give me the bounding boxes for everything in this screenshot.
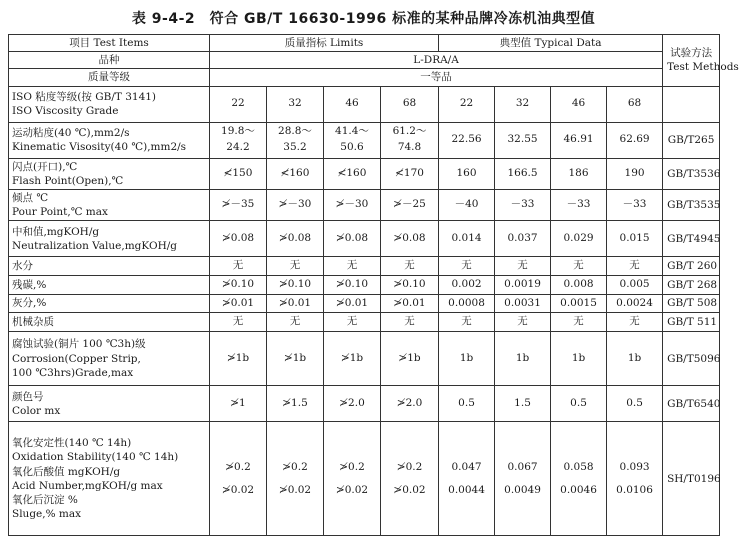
typical-cell xyxy=(495,275,551,294)
typical-cell xyxy=(607,122,663,158)
limit-cell-line: 无 xyxy=(346,259,358,272)
limit-cell-line: ≯0.01 xyxy=(221,296,255,309)
limit-cell xyxy=(210,386,267,422)
typical-cell xyxy=(607,86,663,122)
limit-cell-line: ≯0.08 xyxy=(393,231,426,244)
typical-cell xyxy=(551,332,607,386)
limit-cell xyxy=(210,275,267,294)
typical-cell-line: 0.029 xyxy=(563,231,594,244)
header-item: 项目 Test Items xyxy=(9,35,210,52)
limit-cell-line: ≯0.10 xyxy=(335,277,369,290)
table-row xyxy=(9,189,720,220)
limit-cell xyxy=(324,275,381,294)
limit-cell xyxy=(210,257,267,276)
limit-cell-line: 22 xyxy=(231,97,245,110)
limit-cell-line: ≯0.08 xyxy=(221,231,255,244)
typical-cell-line: 无 xyxy=(461,315,472,328)
limit-cell-line: ≯0.2 xyxy=(225,460,251,473)
test-method-cell: GB/T 268 xyxy=(663,275,720,294)
test-method-cell: GB/T3535 xyxy=(663,189,720,220)
test-method-cell: GB/T265 xyxy=(663,122,720,158)
limit-cell xyxy=(267,122,324,158)
test-item-cell-line: Sluge,% max xyxy=(12,508,82,521)
test-item-cell-line: Flash Point(Open),℃ xyxy=(12,174,124,187)
test-item-cell-line: 氧化后酸值 mgKOH/g xyxy=(12,465,121,478)
table-row xyxy=(9,158,720,189)
limit-cell-line: ≯1b xyxy=(283,351,307,364)
limit-cell xyxy=(267,294,324,313)
typical-cell-line: 46.91 xyxy=(563,133,594,146)
typical-cell-line: 0.5 xyxy=(570,396,587,409)
limit-cell-line: 无 xyxy=(289,315,301,328)
typical-cell xyxy=(551,313,607,332)
test-method-cell: SH/T0196 xyxy=(663,422,720,536)
typical-cell-line: 0.0031 xyxy=(504,296,541,309)
limit-cell xyxy=(267,275,324,294)
limit-cell xyxy=(324,332,381,386)
table-row xyxy=(9,275,720,294)
test-item-cell-line: 氧化安定性(140 ℃ 14h) xyxy=(12,437,132,450)
limit-cell-line: ≯－25 xyxy=(393,198,426,211)
typical-cell-line: 0.015 xyxy=(619,231,650,244)
typical-cell-line: 0.0044 xyxy=(448,484,485,497)
test-item-cell xyxy=(9,158,210,189)
limit-cell-line: ≯0.08 xyxy=(278,231,312,244)
typical-cell-line: 1b xyxy=(571,351,586,364)
typical-cell xyxy=(495,189,551,220)
typical-cell xyxy=(607,386,663,422)
typical-cell-line: 186 xyxy=(568,166,589,179)
typical-cell xyxy=(607,221,663,257)
test-item-cell-line: Color mx xyxy=(12,404,61,417)
typical-cell xyxy=(439,189,495,220)
typical-cell xyxy=(495,86,551,122)
test-method-cell: GB/T 511 xyxy=(663,313,720,332)
typical-cell-line: 无 xyxy=(461,259,472,272)
table-row xyxy=(9,332,720,386)
limit-cell-line: ≯0.2 xyxy=(282,460,308,473)
limit-cell-line: ≯0.02 xyxy=(278,484,312,497)
limit-cell xyxy=(267,189,324,220)
test-item-cell-line: 灰分,% xyxy=(12,297,47,310)
limit-cell xyxy=(267,221,324,257)
table-row xyxy=(9,257,720,276)
limit-cell xyxy=(324,122,381,158)
header-method xyxy=(663,35,739,87)
typical-cell xyxy=(495,122,551,158)
test-item-cell xyxy=(9,122,210,158)
limit-cell-line: ≮150 xyxy=(223,166,253,179)
typical-cell-line: 无 xyxy=(629,315,640,328)
limit-cell xyxy=(210,221,267,257)
limit-cell-line: ≯0.08 xyxy=(335,231,369,244)
typical-cell xyxy=(551,158,607,189)
typical-cell xyxy=(495,386,551,422)
limit-cell xyxy=(324,221,381,257)
limit-cell-line: ≯2.0 xyxy=(339,396,365,409)
limit-cell xyxy=(381,257,439,276)
test-item-cell-line: 腐蚀试验(铜片 100 ℃3h)级 xyxy=(12,338,146,351)
limit-cell xyxy=(210,332,267,386)
limit-cell xyxy=(324,294,381,313)
typical-cell-line: 160 xyxy=(456,166,477,179)
test-item-cell-line: 100 ℃3hrs)Grade,max xyxy=(12,366,134,379)
typical-cell xyxy=(439,294,495,313)
typical-cell-line: 22 xyxy=(459,97,474,110)
test-item-cell-line: Neutralization Value,mgKOH/g xyxy=(12,239,177,252)
limit-cell-line: 50.6 xyxy=(340,141,364,154)
limit-cell-line: ≯0.2 xyxy=(339,460,365,473)
typical-cell-line: 0.002 xyxy=(451,277,482,290)
typical-cell-line: －40 xyxy=(454,198,479,211)
grade-label: 质量等级 xyxy=(9,69,210,86)
test-item-cell-line: 氧化后沉淀 % xyxy=(12,493,78,506)
typical-cell xyxy=(495,257,551,276)
test-item-cell xyxy=(9,313,210,332)
typical-cell-line: 1b xyxy=(627,351,642,364)
typical-cell-line: 无 xyxy=(517,315,528,328)
variety-row xyxy=(9,52,720,69)
typical-cell xyxy=(551,294,607,313)
typical-cell xyxy=(495,158,551,189)
typical-cell xyxy=(495,221,551,257)
header-typical: 典型值 Typical Data xyxy=(439,35,663,52)
test-item-cell-line: ISO 粘度等级(按 GB/T 3141) xyxy=(12,90,157,103)
test-item-cell xyxy=(9,386,210,422)
limit-cell xyxy=(381,86,439,122)
limit-cell-line: ≯1b xyxy=(398,351,421,364)
test-item-cell-line: Acid Number,mgKOH/g max xyxy=(12,479,163,492)
typical-cell xyxy=(607,294,663,313)
limit-cell xyxy=(324,257,381,276)
typical-cell xyxy=(495,313,551,332)
typical-cell xyxy=(607,189,663,220)
typical-cell xyxy=(551,275,607,294)
test-item-cell-line: 倾点 ℃ xyxy=(12,191,49,204)
limit-cell xyxy=(210,294,267,313)
typical-cell xyxy=(439,86,495,122)
typical-cell-line: 22.56 xyxy=(451,133,482,146)
test-item-cell-line: 机械杂质 xyxy=(12,316,54,329)
typical-cell-line: 1b xyxy=(459,351,474,364)
limit-cell-line: ≯0.01 xyxy=(335,296,369,309)
typical-cell xyxy=(607,158,663,189)
test-item-cell-line: 中和值,mgKOH/g xyxy=(12,225,100,238)
test-item-cell xyxy=(9,221,210,257)
limit-cell xyxy=(381,122,439,158)
grade-value: 一等品 xyxy=(210,69,663,86)
limit-cell-line: ≮160 xyxy=(280,166,310,179)
test-item-cell-line: Corrosion(Copper Strip, xyxy=(12,352,141,365)
typical-cell xyxy=(495,332,551,386)
test-item-cell xyxy=(9,86,210,122)
typical-cell-line: 无 xyxy=(573,259,584,272)
limit-cell xyxy=(381,158,439,189)
typical-cell xyxy=(439,158,495,189)
typical-cell xyxy=(607,257,663,276)
test-item-cell-line: 颜色号 xyxy=(12,390,44,403)
limit-cell xyxy=(267,386,324,422)
typical-cell-line: 46 xyxy=(571,97,586,110)
limit-cell xyxy=(210,189,267,220)
typical-cell-line: 0.0008 xyxy=(448,296,485,309)
grade-row xyxy=(9,69,720,86)
limit-cell-line: ≯0.02 xyxy=(393,484,426,497)
limit-cell-line: 24.2 xyxy=(226,141,250,154)
limit-cell xyxy=(381,332,439,386)
typical-cell xyxy=(439,386,495,422)
limit-cell-line: ≯－30 xyxy=(335,198,369,211)
limit-cell-line: ≯0.01 xyxy=(393,296,426,309)
limit-cell-line: 28.8～ xyxy=(278,125,312,138)
typical-cell-line: 0.0019 xyxy=(504,277,541,290)
test-method-cell: GB/T5096 xyxy=(663,332,720,386)
limit-cell-line: ≮170 xyxy=(395,166,424,179)
limit-cell xyxy=(267,422,324,536)
limit-cell-line: 61.2～ xyxy=(392,125,427,138)
typical-cell xyxy=(439,313,495,332)
typical-cell-line: 62.69 xyxy=(619,133,650,146)
typical-cell-line: －33 xyxy=(566,198,591,211)
typical-cell xyxy=(607,332,663,386)
typical-cell-line: 0.5 xyxy=(458,396,475,409)
limit-cell-line: ≯－30 xyxy=(278,198,312,211)
test-method-cell: GB/T4945 xyxy=(663,221,720,257)
limit-cell-line: 74.8 xyxy=(397,141,422,154)
test-method-cell: GB/T6540 xyxy=(663,386,720,422)
limit-cell-line: ≯－35 xyxy=(221,198,255,211)
typical-cell-line: 0.093 xyxy=(619,460,650,473)
limit-cell xyxy=(381,294,439,313)
limit-cell xyxy=(381,386,439,422)
typical-cell-line: 0.5 xyxy=(626,396,643,409)
limit-cell-line: 19.8～ xyxy=(221,125,255,138)
limit-cell-line: 无 xyxy=(404,259,415,272)
typical-cell xyxy=(439,275,495,294)
test-item-cell xyxy=(9,257,210,276)
limit-cell-line: ≯0.02 xyxy=(335,484,369,497)
limit-cell xyxy=(210,422,267,536)
limit-cell-line: 无 xyxy=(289,259,301,272)
typical-cell-line: 0.067 xyxy=(507,460,538,473)
test-item-cell xyxy=(9,275,210,294)
typical-cell-line: 190 xyxy=(624,166,645,179)
typical-cell xyxy=(439,422,495,536)
typical-cell-line: 0.005 xyxy=(619,277,650,290)
typical-cell-line: －33 xyxy=(510,198,535,211)
typical-cell-line: －33 xyxy=(622,198,647,211)
limit-cell xyxy=(324,386,381,422)
typical-cell-line: 1b xyxy=(515,351,530,364)
table-row xyxy=(9,386,720,422)
limit-cell xyxy=(267,332,324,386)
test-item-cell-line: 水分 xyxy=(12,259,33,272)
limit-cell-line: 无 xyxy=(404,315,415,328)
typical-cell xyxy=(551,86,607,122)
variety-value: L-DRA/A xyxy=(210,52,663,69)
limit-cell-line: 41.4～ xyxy=(335,125,369,138)
limit-cell xyxy=(324,313,381,332)
typical-cell-line: 0.058 xyxy=(563,460,594,473)
test-item-cell-line: 运动粘度(40 ℃),mm2/s xyxy=(12,126,130,139)
test-method-cell: GB/T 260 xyxy=(663,257,720,276)
typical-cell xyxy=(551,386,607,422)
table-row xyxy=(9,422,720,536)
limit-cell xyxy=(267,313,324,332)
table-title: 表 9-4-2 符合 GB/T 16630-1996 标准的某种品牌冷冻机油典型值 xyxy=(131,11,596,27)
limit-cell xyxy=(267,86,324,122)
limit-cell-line: 无 xyxy=(346,315,358,328)
limit-cell xyxy=(324,422,381,536)
test-method-cell: GB/T3536 xyxy=(663,158,720,189)
table-row xyxy=(9,122,720,158)
typical-cell xyxy=(439,122,495,158)
table-row xyxy=(9,86,720,122)
test-item-cell-line: Pour Point,℃ max xyxy=(12,206,108,219)
typical-cell xyxy=(551,422,607,536)
test-item-cell-line: 闪点(开口),℃ xyxy=(12,160,78,173)
typical-cell-line: 0.037 xyxy=(507,231,538,244)
limit-cell xyxy=(381,221,439,257)
limit-cell-line: ≯0.10 xyxy=(393,277,426,290)
typical-cell xyxy=(439,257,495,276)
limit-cell xyxy=(267,257,324,276)
limit-cell-line: 68 xyxy=(402,97,417,110)
typical-cell xyxy=(495,422,551,536)
limit-cell-line: ≯0.2 xyxy=(396,460,423,473)
typical-cell xyxy=(607,275,663,294)
limit-cell-line: 无 xyxy=(232,259,244,272)
typical-cell xyxy=(495,294,551,313)
limit-cell-line: 35.2 xyxy=(283,141,307,154)
typical-cell xyxy=(551,189,607,220)
limit-cell xyxy=(324,158,381,189)
typical-cell-line: 无 xyxy=(629,259,640,272)
typical-cell-line: 无 xyxy=(517,259,528,272)
limit-cell-line: ≯0.10 xyxy=(221,277,255,290)
limit-cell xyxy=(210,86,267,122)
test-item-cell-line: Oxidation Stability(140 ℃ 14h) xyxy=(12,451,179,464)
typical-cell-line: 0.0046 xyxy=(560,484,597,497)
test-method-cell xyxy=(663,86,720,122)
test-item-cell xyxy=(9,332,210,386)
limit-cell xyxy=(381,313,439,332)
typical-cell-line: 0.0024 xyxy=(616,296,653,309)
header-limits: 质量指标 Limits xyxy=(210,35,439,52)
limit-cell-line: 32 xyxy=(288,97,302,110)
typical-cell-line: 0.008 xyxy=(563,277,594,290)
typical-cell xyxy=(551,257,607,276)
table-row xyxy=(9,313,720,332)
typical-cell-line: 32.55 xyxy=(507,133,538,146)
typical-cell-line: 0.0015 xyxy=(560,296,597,309)
typical-cell-line: 0.047 xyxy=(451,460,482,473)
limit-cell-line: 无 xyxy=(232,315,244,328)
typical-cell-line: 0.0106 xyxy=(616,484,653,497)
typical-cell-line: 32 xyxy=(515,97,530,110)
test-method-cell: GB/T 508 xyxy=(663,294,720,313)
header-method-cn: 试验方法 xyxy=(670,47,713,60)
limit-cell xyxy=(210,158,267,189)
limit-cell-line: ≯1b xyxy=(226,351,250,364)
typical-cell-line: 1.5 xyxy=(514,396,531,409)
typical-cell xyxy=(551,221,607,257)
typical-cell-line: 0.0049 xyxy=(504,484,541,497)
table-row xyxy=(9,221,720,257)
typical-cell-line: 166.5 xyxy=(507,166,538,179)
test-item-cell xyxy=(9,294,210,313)
test-item-cell-line: 残碳,% xyxy=(12,278,47,291)
typical-cell-line: 无 xyxy=(573,315,584,328)
typical-cell-line: 68 xyxy=(627,97,642,110)
limit-cell-line: ≯2.0 xyxy=(396,396,423,409)
limit-cell xyxy=(210,122,267,158)
variety-label: 品种 xyxy=(9,52,210,69)
limit-cell xyxy=(324,189,381,220)
test-item-cell-line: Kinematic Visosity(40 ℃),mm2/s xyxy=(12,141,187,154)
test-item-cell xyxy=(9,189,210,220)
typical-cell xyxy=(551,122,607,158)
limit-cell xyxy=(381,275,439,294)
test-item-cell-line: ISO Viscosity Grade xyxy=(12,105,119,118)
oil-spec-table xyxy=(8,34,739,536)
limit-cell xyxy=(210,313,267,332)
typical-cell-line: 0.014 xyxy=(451,231,482,244)
header-method-en: Test Methods xyxy=(667,61,739,74)
limit-cell-line: ≯0.02 xyxy=(221,484,255,497)
table-row xyxy=(9,294,720,313)
typical-cell xyxy=(439,221,495,257)
header-row xyxy=(9,35,720,52)
limit-cell xyxy=(381,422,439,536)
limit-cell-line: ≯1.5 xyxy=(282,396,308,409)
limit-cell xyxy=(381,189,439,220)
limit-cell xyxy=(324,86,381,122)
limit-cell-line: ≯0.01 xyxy=(278,296,312,309)
limit-cell xyxy=(267,158,324,189)
typical-cell xyxy=(607,313,663,332)
limit-cell-line: ≯0.10 xyxy=(278,277,312,290)
typical-cell xyxy=(607,422,663,536)
limit-cell-line: ≮160 xyxy=(337,166,367,179)
typical-cell xyxy=(439,332,495,386)
limit-cell-line: 46 xyxy=(345,97,359,110)
limit-cell-line: ≯1b xyxy=(340,351,364,364)
limit-cell-line: ≯1 xyxy=(230,396,246,409)
test-item-cell xyxy=(9,422,210,536)
